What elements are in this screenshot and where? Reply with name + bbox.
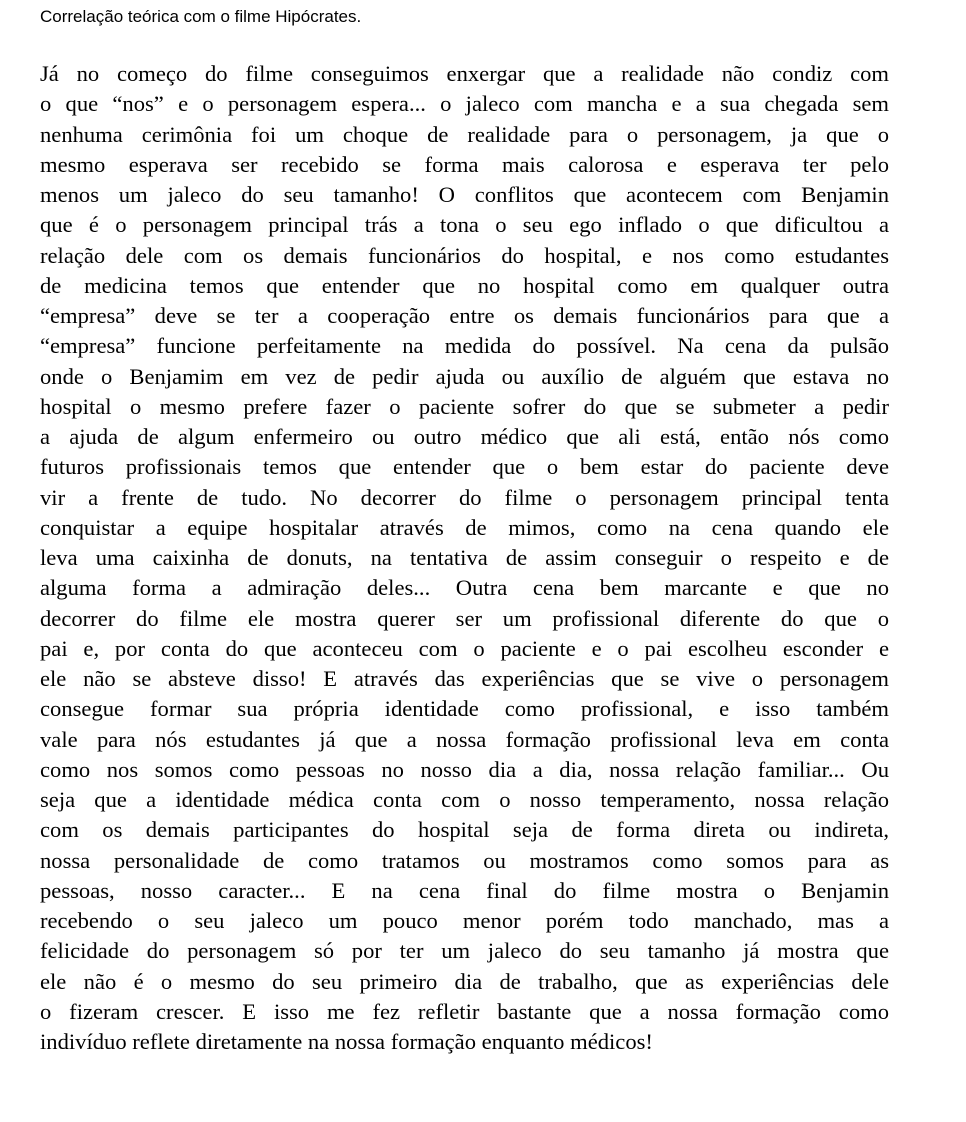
- paragraph-line: pai e, por conta do que aconteceu com o paciente e o pai escolheu esconder e: [40, 635, 889, 661]
- paragraph-line: leva uma caixinha de donuts, na tentativa de assim conseguir o respeito e de: [40, 545, 889, 570]
- paragraph-line: ele não se absteve disso! E através das experiências que se vive o personagem: [40, 666, 889, 691]
- paragraph-line: seja que a identidade médica conta com o nosso temperamento, nossa relação: [40, 787, 889, 812]
- paragraph-line: ele não é o mesmo do seu primeiro dia de trabalho, que as experiências dele: [40, 968, 889, 994]
- paragraph-line: Já no começo do filme conseguimos enxergar que a realidade não condiz com: [40, 61, 889, 86]
- paragraph-line: como nos somos como pessoas no nosso dia a dia, nossa relação familiar... Ou: [40, 756, 889, 782]
- paragraph-line: indivíduo reflete diretamente na nossa formação enquanto médicos!: [40, 1029, 653, 1054]
- paragraph-line: onde o Benjamim em vez de pedir ajuda ou auxílio de alguém que estava no: [40, 363, 889, 389]
- paragraph-line: alguma forma a admiração deles... Outra cena bem marcante e que no: [40, 575, 889, 601]
- paragraph-line: conquistar a equipe hospitalar através de mimos, como na cena quando ele: [40, 514, 889, 540]
- paragraph-line: decorrer do filme ele mostra querer ser um profissional diferente do que o: [40, 605, 889, 631]
- paragraph-line: relação dele com os demais funcionários do hospital, e nos como estudantes: [40, 242, 889, 268]
- paragraph-line: vir a frente de tudo. No decorrer do filme o personagem principal tenta: [40, 484, 889, 510]
- paragraph-line: de medicina temos que entender que no hospital como em qualquer outra: [40, 272, 889, 298]
- paragraph-line: menos um jaleco do seu tamanho! O conflitos que acontecem com Benjamin: [40, 182, 889, 207]
- paragraph-line: vale para nós estudantes já que a nossa formação profissional leva em conta: [40, 726, 889, 752]
- paragraph-line: nenhuma cerimônia foi um choque de realidade para o personagem, ja que o: [40, 121, 889, 147]
- paragraph-line: o que “nos” e o personagem espera... o jaleco com mancha e a sua chegada sem: [40, 91, 889, 117]
- paragraph-line: que é o personagem principal trás a tona o seu ego inflado o que dificultou a: [40, 212, 889, 238]
- paragraph-line: nossa personalidade de como tratamos ou mostramos como somos para as: [40, 847, 889, 873]
- paragraph-line: “empresa” deve se ter a cooperação entre os demais funcionários para que a: [40, 303, 889, 328]
- document-title: Correlação teórica com o filme Hipócrates.: [40, 7, 362, 26]
- paragraph-line: “empresa” funcione perfeitamente na medida do possível. Na cena da pulsão: [40, 333, 889, 359]
- document-body: [40, 59, 889, 1057]
- paragraph-line: a ajuda de algum enfermeiro ou outro médico que ali está, então nós como: [40, 424, 889, 449]
- paragraph-line: recebendo o seu jaleco um pouco menor porém todo manchado, mas a: [40, 908, 889, 933]
- paragraph-line: felicidade do personagem só por ter um jaleco do seu tamanho já mostra que: [40, 938, 889, 964]
- paragraph-line: hospital o mesmo prefere fazer o paciente sofrer do que se submeter a pedir: [40, 393, 889, 419]
- paragraph-line: com os demais participantes do hospital seja de forma direta ou indireta,: [40, 817, 889, 843]
- paragraph-line: o fizeram crescer. E isso me fez refletir bastante que a nossa formação como: [40, 998, 889, 1024]
- paragraph-line: futuros profissionais temos que entender que o bem estar do paciente deve: [40, 454, 889, 480]
- paragraph-line: pessoas, nosso caracter... E na cena final do filme mostra o Benjamin: [40, 877, 889, 903]
- paragraph-line: consegue formar sua própria identidade como profissional, e isso também: [40, 696, 889, 722]
- paragraph-line: mesmo esperava ser recebido se forma mais calorosa e esperava ter pelo: [40, 151, 889, 177]
